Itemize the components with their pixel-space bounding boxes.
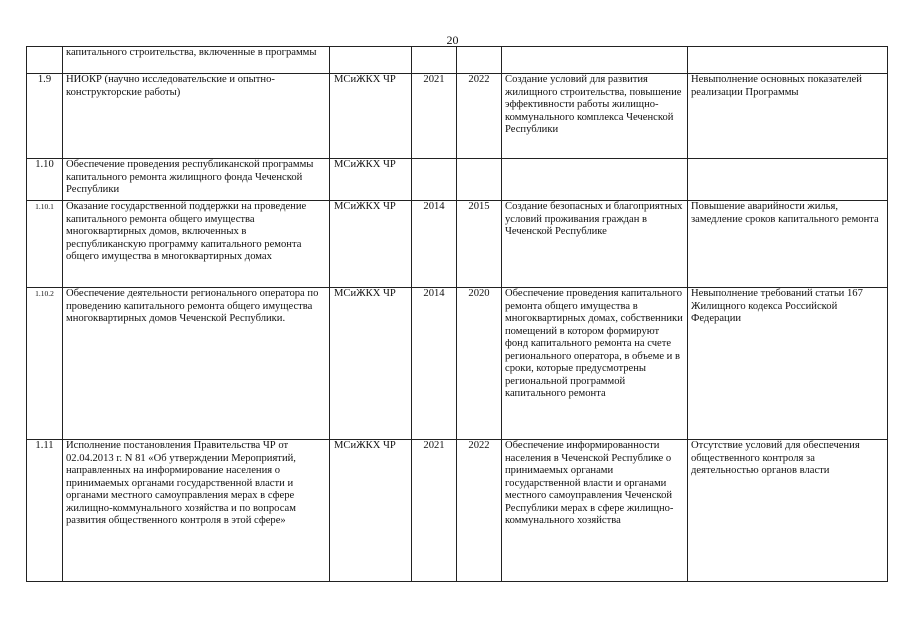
measure-name: Оказание государственной поддержки на проведение капитального ремонта общего имущества многоквартирных домов, включенных в республиканскую программу капитального ремонта общего имущества в многоквартирных домах [63, 201, 330, 288]
expected-result: Обеспечение информированности населения в Чеченской Республике о принимаемых органами государственной власти и органами местного самоуправления Чеченской Республики мерах в сфере жилищно-коммунального хозяйства [502, 440, 688, 582]
table-row-1-10-1 [27, 201, 888, 288]
expected-result: Создание условий для развития жилищного строительства, повышение эффективности работы жилищно-коммунального комплекса Чеченской Республики [502, 74, 688, 159]
end-year: 2022 [457, 440, 502, 582]
expected-result [502, 47, 688, 74]
responsible-executor: МСиЖКХ ЧР [330, 74, 412, 159]
measures-table-container [26, 46, 887, 582]
measure-name: Исполнение постановления Правительства ЧР от 02.04.2013 г. N 81 «Об утверждении Мероприятий, направленных на информирование населения о принимаемых органами государственной власти и органами местного самоуправления мерах в сфере жилищно-коммунального хозяйства и по вопросам развития общественного контроля в этой сфере» [63, 440, 330, 582]
table-row-1-9 [27, 74, 888, 159]
consequences-of-non-implementation: Невыполнение требований статьи 167 Жилищного кодекса Российской Федерации [688, 288, 888, 440]
start-year: 2014 [412, 201, 457, 288]
row-number: 1.9 [27, 74, 63, 159]
end-year: 2020 [457, 288, 502, 440]
end-year [457, 159, 502, 201]
consequences-of-non-implementation: Отсутствие условий для обеспечения общественного контроля за деятельностью органов власти [688, 440, 888, 582]
start-year: 2014 [412, 288, 457, 440]
responsible-executor: МСиЖКХ ЧР [330, 288, 412, 440]
responsible-executor: МСиЖКХ ЧР [330, 440, 412, 582]
expected-result [502, 159, 688, 201]
responsible-executor: МСиЖКХ ЧР [330, 201, 412, 288]
row-number: 1.10.2 [27, 288, 63, 440]
start-year: 2021 [412, 74, 457, 159]
expected-result: Обеспечение проведения капитального ремонта общего имущества в многоквартирных домах, собственники помещений в котором формируют фонд капитального ремонта на счете регионального оператора, в объеме и в сроки, которые предусмотрены региональной программой капитального ремонта [502, 288, 688, 440]
measures-table [26, 46, 888, 582]
consequences-of-non-implementation: Невыполнение основных показателей реализации Программы [688, 74, 888, 159]
start-year [412, 159, 457, 201]
consequences-of-non-implementation [688, 159, 888, 201]
measure-name: НИОКР (научно исследовательские и опытно-конструкторские работы) [63, 74, 330, 159]
measure-name: Обеспечение деятельности регионального оператора по проведению капитального ремонта общего имущества многоквартирных домов Чеченской Республики. [63, 288, 330, 440]
expected-result: Создание безопасных и благоприятных условий проживания граждан в Чеченской Республике [502, 201, 688, 288]
row-number: 1.10.1 [27, 201, 63, 288]
table-row-1-10 [27, 159, 888, 201]
end-year: 2022 [457, 74, 502, 159]
responsible-executor: МСиЖКХ ЧР [330, 159, 412, 201]
consequences-of-non-implementation: Повышение аварийности жилья, замедление сроков капитального ремонта [688, 201, 888, 288]
start-year: 2021 [412, 440, 457, 582]
table-row-1-10-2 [27, 288, 888, 440]
measure-name: капитального строительства, включенные в программы [63, 47, 330, 74]
consequences-of-non-implementation [688, 47, 888, 74]
page-number: 20 [446, 33, 459, 47]
row-number: 1.11 [27, 440, 63, 582]
end-year: 2015 [457, 201, 502, 288]
start-year [412, 47, 457, 74]
row-number [27, 47, 63, 74]
table-row-1-11 [27, 440, 888, 582]
measure-name: Обеспечение проведения республиканской программы капитального ремонта жилищного фонда Чеченской Республики [63, 159, 330, 201]
responsible-executor [330, 47, 412, 74]
row-number: 1.10 [27, 159, 63, 201]
end-year [457, 47, 502, 74]
table-row-continuation [27, 47, 888, 74]
